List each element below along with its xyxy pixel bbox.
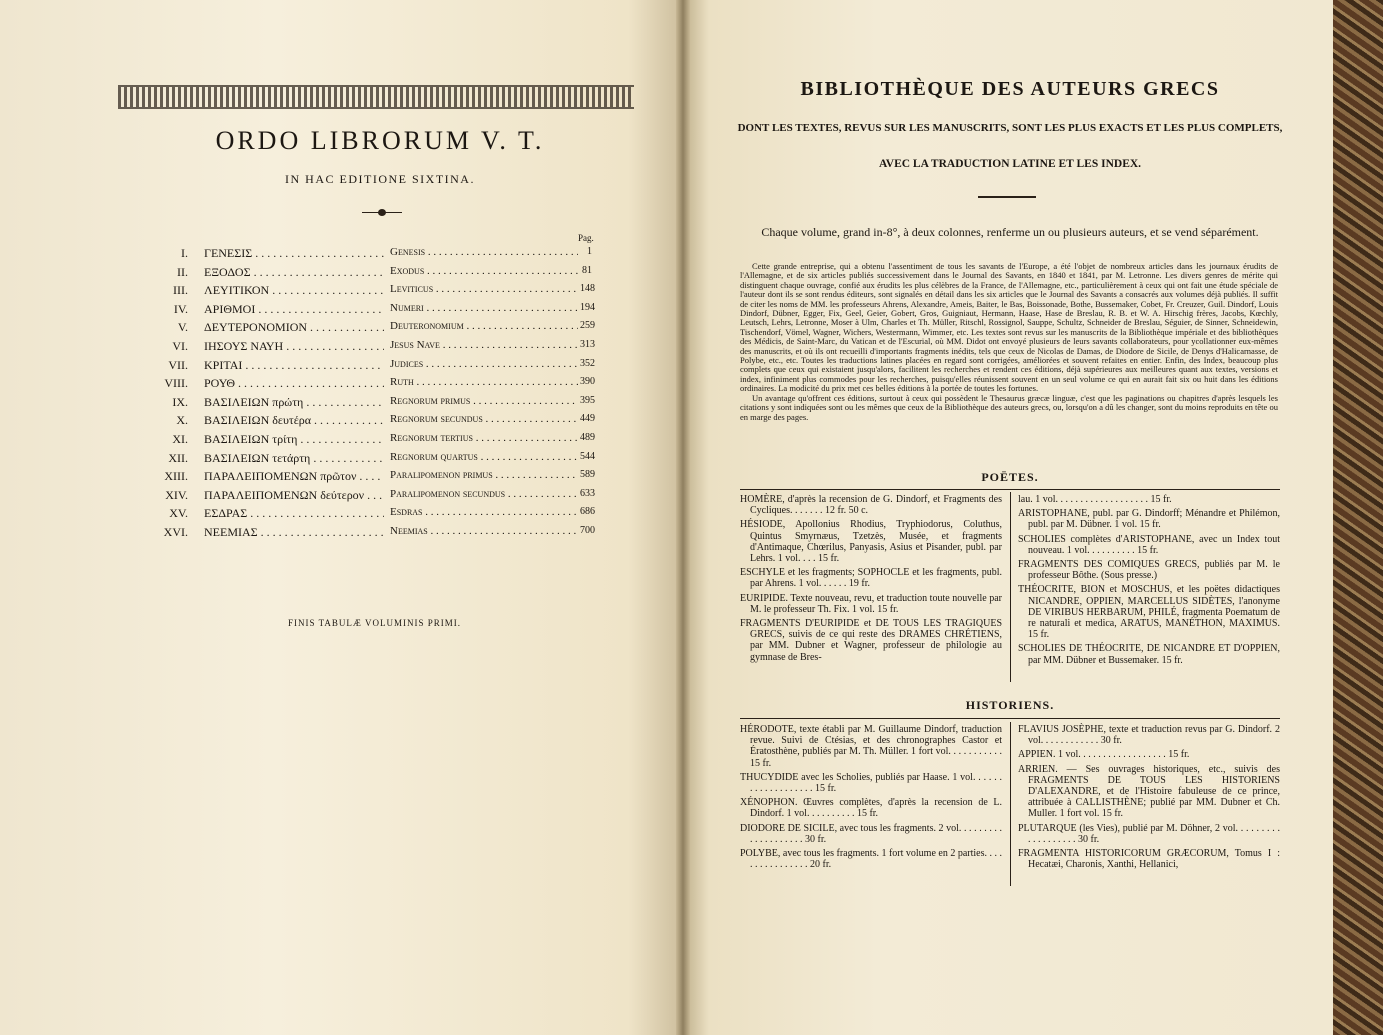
bibliotheque-subtitle-2: AVEC LA TRADUCTION LATINE ET LES INDEX. [878, 158, 1142, 170]
poetes-left-column [740, 494, 1002, 666]
ordo-row [160, 432, 600, 450]
book-latin-title: Jesus Nave . . . [390, 339, 578, 351]
book-greek-title: ΔΕΥΤΕΡΟΝΟΜΙΟΝ . . . [204, 320, 384, 335]
book-latin-title: Esdras . . . [390, 506, 578, 518]
book-greek-title: ΕΞΟΔΟΣ . . . [204, 265, 384, 280]
book-number: XIV. [165, 487, 188, 502]
book-page-number: 395 [580, 394, 595, 406]
book-latin-title: Regnorum tertius . . . [390, 432, 578, 444]
book-latin-title: Deuteronomium . . . [390, 320, 578, 332]
ordo-row [160, 283, 600, 301]
catalogue-entry: FRAGMENTS DES COMIQUES GRECS, publiés par M. le professeur Bôthe. (Sous presse.) [1018, 559, 1280, 582]
bibliotheque-subtitle: DONT LES TEXTES, REVUS SUR LES MANUSCRITS, SONT LES PLUS EXACTS ET LES PLUS COMPLETS, [737, 122, 1283, 134]
catalogue-entry: SCHOLIES DE THÉOCRITE, DE NICANDRE ET D'OPPIEN, par MM. Dübner et Bussemaker. 15 fr. [1018, 643, 1280, 666]
book-latin-title: Paralipomenon primus . . . [390, 469, 578, 481]
historiens-right-column [1018, 724, 1280, 873]
catalogue-entry: PLUTARQUE (les Vies), publié par M. Döhner, 2 vol. . . . . . . . . . . . . . . . . . . 30 fr. [1018, 822, 1280, 845]
book-greek-title: ΕΣΔΡΑΣ . . . [204, 506, 384, 521]
intro-paragraph: Un avantage qu'offrent ces éditions, surtout à ceux qui possèdent le Thesaurus græcæ linguæ, c'est que les paginations ou chapitres d'après lesquels les citations y sont indiquées sont ou les mêmes que ceux de la Bibliothèque des auteurs grecs, ou, lorsqu'on a dû les changer, sont du moins reproduits en tête ou en marge des pages. [740, 392, 1278, 422]
catalogue-entry: THÉOCRITE, BION et MOSCHUS, et les poëtes didactiques NICANDRE, OPPIEN, MARCELLUS SIDÈTES, l'anonyme DE VIRIBUS HERBARUM, PHILÉ, fragmenta Poematum de re naturali et medica, ARATUS, MANÉTHON, MAXIMUS. 15 fr. [1018, 584, 1280, 641]
poetes-heading: POËTES. [981, 470, 1039, 484]
intro-paragraph: Cette grande entreprise, qui a obtenu l'assentiment de tous les savants de l'Europe, a été l'objet de nombreux articles dans les journaux érudits de l'Allemagne, et de six articles publiés successivement dans le Journal des Savants, en 1840 et 1841, par M. Letronne. Les divers genres de mérite qui distinguent chaque ouvrage, confié aux érudits les plus célèbres de la France, de l'Allemagne, etc., particulièrement à ceux qui ont fait une étude spéciale de l'auteur dont ils se sont rendus éditeurs, sont signalés en détail dans les six articles que le Journal des Savants a consacrés aux volumes déjà publiés. Il suffit de citer les noms de MM. les professeurs Ahrens, Alexandre, Ameis, Baiter, le Bas, Boissonade, Bothe, Bussemaker, Cobet, Fr. Creuzer, Guil. Dindorf, Louis Dindorf, Dübner, Egger, Fix, Geel, Geier, Gobert, Gros, Guigniaut, Hermann, Haase, Hase de Breslau, R. B. et W. A. Hirschig frères, Jacobs, Kœchly, Leutsch, Lehrs, Letronne, Moser à Ulm, Charles et Th. Müller, Ritschl, Rossignol, Sauppe, Schultz, Schneider de Breslau, Séguier, de Sinner, Schneidewin, Tischendorf, Vömel, Wagner, Wichers, Westermann, Wimmer, etc. Les textes sont revus sur les manuscrits de la Bibliothèque impériale et des bibliothèques des Médicis, de Saint-Marc, du Vatican et de l'Escurial, où MM. Didot ont envoyé plusieurs de leurs savants collaborateurs, pour ycollationner eux-mêmes des manuscrits, et où ils ont recueilli d'importants fragments inédits, tels que ceux de Nicolas de Damas, de Diodore de Sicile, de Denys d'Halicarnasse, de Polybe, etc., etc. Toutes les traductions latines placées en regard sont corrigées, améliorées et souvent refaites en entier. Enfin, des Index, beaucoup plus complets que ceux qui existaient jusqu'alors, facilitent les recherches et rendent ces éditions, déjà supérieures aux meilleures quant aux textes, versions et index, infiniment plus commodes pour les recherches, puisqu'elles réunissent souvent en un seul volume ce qui en aurait fait six ou huit dans les éditions ordinaires. La modicité du prix met ces belles éditions à la portée de toutes les fortunes. [740, 261, 1278, 394]
book-latin-title: Regnorum secundus . . . [390, 413, 578, 425]
book-page-number: 259 [580, 320, 595, 332]
book-number: XI. [172, 432, 188, 446]
book-number: XVI. [163, 525, 188, 539]
book-page-number: 544 [580, 450, 595, 462]
ornament-band [118, 85, 634, 109]
bibliotheque-title: BIBLIOTHÈQUE DES AUTEURS GRECS [800, 78, 1220, 100]
book-latin-title: Ruth . . . [390, 376, 578, 388]
catalogue-entry: FRAGMENTS D'EURIPIDE et DE TOUS LES TRAGIQUES GRECS, suivis de ce qui reste des DRAMES CHRÉTIENS, par MM. Dubner et Wagner, professeur de philologie au gymnase de Bres- [740, 618, 1002, 663]
book-latin-title: Paralipomenon secundus . . . [390, 488, 578, 500]
book-number: IV. [173, 301, 188, 316]
catalogue-entry: lau. 1 vol. . . . . . . . . . . . . . . . . . . 15 fr. [1018, 494, 1172, 505]
catalogue-entry: FLAVIUS JOSÈPHE, texte et traduction revus par G. Dindorf. 2 vol. . . . . . . . . . . . 30 fr. [1018, 724, 1280, 747]
book-latin-title: Numeri . . . [390, 302, 578, 314]
ordo-row [160, 525, 600, 543]
catalogue-entry: HOMÈRE, d'après la recension de G. Dindorf, et Fragments des Cycliques. . . . . . . 12 fr. 50 c. [740, 494, 1002, 517]
book-page-number: 1 [587, 246, 592, 257]
ordo-row [160, 358, 600, 376]
book-greek-title: ΡΟΥΘ . . . [204, 376, 384, 391]
book-greek-title: ΠΑΡΑΛΕΙΠΟΜΕΝΩΝ δεύτερον . . . [204, 488, 384, 503]
ordo-row [160, 246, 600, 264]
book-page-number: 700 [580, 525, 595, 536]
book-greek-title: ΛΕΥΙΤΙΚΟΝ . . . [204, 283, 384, 298]
catalogue-entry: XÉNOPHON. Œuvres complètes, d'après la recension de L. Dindorf. 1 vol. . . . . . . . . . 15 fr. [740, 797, 1002, 820]
ornament-rule [362, 212, 402, 213]
book-greek-title: ΒΑΣΙΛΕΙΩΝ δευτέρα . . . [204, 413, 384, 428]
ordo-row [160, 320, 600, 338]
section-rule [740, 489, 1280, 490]
book-number: II. [177, 264, 188, 279]
catalogue-entry: ARRIEN. — Ses ouvrages historiques, etc., suivis des FRAGMENTS DE TOUS LES HISTORIENS D'ALEXANDRE, et de l'Histoire fabuleuse de ce prince, attribuée à CALLISTHÈNE; publié par MM. Dubner et Ch. Muller. 1 fort vol. 15 fr. [1018, 763, 1280, 820]
catalogue-entry: DIODORE DE SICILE, avec tous les fragments. 2 vol. . . . . . . . . . . . . . . . . . . . 30 fr. [740, 822, 1002, 845]
catalogue-entry: EURIPIDE. Texte nouveau, revu, et traduction toute nouvelle par M. le professeur Th. Fix. 1 vol. 15 fr. [740, 592, 1002, 615]
book-page-number: 194 [580, 301, 595, 313]
ordo-row [160, 395, 600, 413]
book-greek-title: ΒΑΣΙΛΕΙΩΝ πρώτη . . . [204, 395, 384, 410]
book-greek-title: ΝΕΕΜΙΑΣ . . . [204, 525, 384, 540]
book-greek-title: ΒΑΣΙΛΕΙΩΝ τετάρτη . . . [204, 451, 384, 466]
ordo-row [160, 376, 600, 394]
book-edge [1330, 0, 1383, 1035]
book-greek-title: ΚΡΙΤΑΙ . . . [204, 358, 384, 373]
book-latin-title: Leviticus . . . [390, 283, 578, 295]
book-number: VI. [172, 339, 188, 353]
catalogue-entry: THUCYDIDE avec les Scholies, publiés par Haase. 1 vol. . . . . . . . . . . . . . . . . . . 15 fr. [740, 771, 1002, 795]
catalogue-entry: FRAGMENTA HISTORICORUM GRÆCORUM, Tomus I : Hecatæi, Charonis, Xanthi, Hellanici, [1018, 848, 1280, 871]
ordo-row [160, 506, 600, 524]
book-page-number: 390 [580, 376, 595, 388]
book-number: I. [181, 246, 188, 260]
pag-header: Pag. [578, 233, 594, 243]
book-number: III. [173, 283, 188, 298]
ordo-row [160, 451, 600, 469]
book-page-number: 81 [582, 264, 592, 276]
book-page-number: 352 [580, 357, 595, 369]
catalogue-entry: HÉRODOTE, texte établi par M. Guillaume Dindorf, traduction revue. Suivi de Ctésias, et des chronographes Castor et Ératosthène, publiés par M. Th. Müller. 1 fort vol. . . . . . . . . . . 15 fr. [740, 724, 1002, 769]
catalogue-entry: SCHOLIES complètes d'ARISTOPHANE, avec un Index tout nouveau. 1 vol. . . . . . . . . . 15 fr. [1018, 533, 1280, 556]
book-latin-title: Exodus . . . [390, 265, 578, 277]
finis-note: FINIS TABULÆ VOLUMINIS PRIMI. [288, 618, 461, 628]
catalogue-entry: HÉSIODE, Apollonius Rhodius, Tryphiodorus, Coluthus, Quintus Smyrnæus, Tzetzès, Musée, et fragments d'Antimaque, Chœrilus, Panyasis, Asius et Pisander, publ. par Lehrs. 1 vol. . . . 15 fr. [740, 519, 1002, 565]
book-page-number: 489 [580, 432, 595, 443]
ordo-row [160, 488, 600, 506]
book-page-number: 633 [580, 487, 595, 499]
book-page-number: 686 [580, 506, 595, 518]
ordo-row [160, 302, 600, 320]
title-rule [978, 196, 1036, 198]
catalogue-entry: ESCHYLE et les fragments; SOPHOCLE et les fragments, publ. par Ahrens. 1 vol. . . . . . 19 fr. [740, 567, 1002, 590]
catalogue-entry: ARISTOPHANE, publ. par G. Dindorff; Ménandre et Philémon, publ. par M. Dübner. 1 vol. 15 fr. [1018, 508, 1280, 531]
historiens-heading: HISTORIENS. [965, 698, 1055, 712]
section-rule [740, 718, 1280, 719]
ordo-row [160, 265, 600, 283]
book-number: VIII. [164, 376, 188, 391]
book-greek-title: ΑΡΙΘΜΟΙ . . . [204, 302, 384, 317]
ordo-row [160, 339, 600, 357]
ordo-row [160, 469, 600, 487]
book-greek-title: ΒΑΣΙΛΕΙΩΝ τρίτη . . . [204, 432, 384, 447]
book-number: V. [177, 320, 188, 335]
book-number: XIII. [164, 469, 188, 484]
book-page-number: 589 [580, 469, 595, 481]
book-latin-title: Genesis . . . [390, 246, 578, 258]
book-number: IX. [172, 394, 188, 409]
book-latin-title: Judices . . . [390, 358, 578, 370]
column-rule [1010, 722, 1011, 886]
ordo-title: ORDO LIBRORUM V. T. [215, 126, 545, 155]
book-page-number: 313 [580, 339, 595, 350]
book-page-number: 449 [580, 413, 595, 425]
poetes-right-column [1018, 494, 1280, 669]
book-latin-title: Neemias . . . [390, 525, 578, 537]
book-number: X. [176, 413, 188, 428]
book-latin-title: Regnorum primus . . . [390, 395, 578, 407]
historiens-left-column [740, 724, 1002, 873]
book-greek-title: ΠΑΡΑΛΕΙΠΟΜΕΝΩΝ πρῶτον . . . [204, 469, 384, 484]
book-latin-title: Regnorum quartus . . . [390, 451, 578, 463]
book-greek-title: ΙΗΣΟΥΣ ΝΑΥΗ . . . [204, 339, 384, 354]
book-number: XV. [169, 506, 188, 521]
volume-note: Chaque volume, grand in-8°, à deux colonnes, renferme un ou plusieurs auteurs, et se vend séparément. [761, 225, 1259, 239]
book-number: XII. [168, 450, 188, 465]
book-page-number: 148 [580, 283, 595, 295]
ordo-subtitle: IN HAC EDITIONE SIXTINA. [285, 172, 475, 186]
catalogue-entry: POLYBE, avec tous les fragments. 1 fort volume en 2 parties. . . . . . . . . . . . . . . . 20 fr. [740, 848, 1002, 871]
catalogue-entry: APPIEN. 1 vol. . . . . . . . . . . . . . . . . . 15 fr. [1018, 749, 1190, 761]
intro-text [740, 262, 1278, 422]
book-number: VII. [168, 357, 188, 372]
book-greek-title: ΓΕΝΕΣΙΣ . . . [204, 246, 384, 261]
column-rule [1010, 492, 1011, 682]
ordo-row [160, 413, 600, 431]
